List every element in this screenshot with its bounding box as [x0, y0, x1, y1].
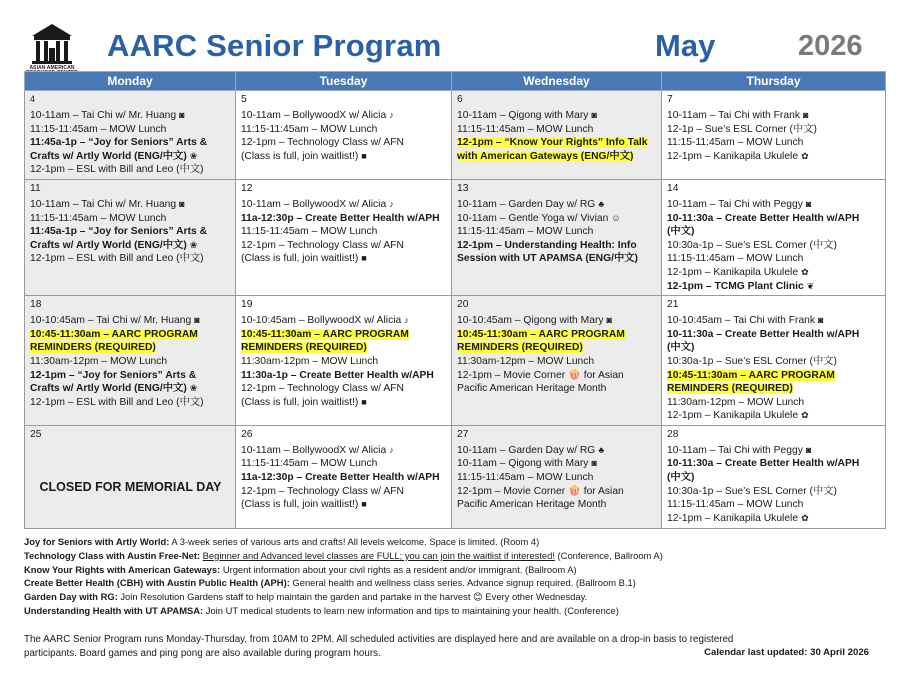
dance-icon: ♪: [389, 444, 394, 455]
craft-icon: ❀: [189, 383, 198, 394]
event-line: [457, 382, 657, 396]
event-line: [667, 252, 881, 266]
event-text: 12-1pm – Technology Class w/ AFN: [241, 383, 404, 395]
event-text: 10-11am – Garden Day w/ RG: [457, 198, 596, 210]
event-text: 12-1pm – Technology Class w/ AFN: [241, 485, 404, 497]
event-line: [241, 198, 447, 212]
weekday-monday: Monday: [25, 72, 236, 91]
note-line: [24, 604, 884, 618]
event-line: [667, 396, 881, 410]
event-text: Pacific American Heritage Month: [457, 499, 607, 511]
ukulele-icon: ✿: [801, 150, 809, 161]
event-text: (中文): [667, 342, 695, 354]
event-line: [667, 150, 881, 164]
event-line: [667, 225, 881, 239]
day-cell-13: [452, 179, 662, 295]
tai-chi-icon: ◙: [591, 110, 597, 120]
event-line: [30, 123, 231, 137]
event-line: [667, 109, 881, 123]
event-line: [457, 485, 657, 499]
event-line: [241, 355, 447, 369]
last-updated: Calendar last updated: 30 April 2026: [704, 647, 869, 658]
event-line: [457, 212, 657, 226]
day-cell-26: [236, 425, 452, 528]
event-text: (Class is full, join waitlist!): [241, 396, 359, 408]
tai-chi-icon: ◙: [802, 110, 809, 120]
event-text: 12-1pm – Technology Class w/ AFN: [241, 239, 404, 251]
tai-chi-icon: ◙: [805, 444, 812, 455]
tai-chi-icon: ◙: [179, 110, 185, 120]
event-text: 12-1pm – ESL with Bill and Leo (中文): [30, 164, 204, 176]
event-line: [457, 444, 657, 458]
note-line: [24, 549, 884, 563]
event-line: [241, 341, 447, 355]
event-line: [667, 341, 881, 355]
day-number: 26: [241, 428, 253, 440]
event-text: 10-11am – BollywoodX w/ Alicia: [241, 110, 387, 121]
day-cell-25: [25, 425, 236, 528]
day-number: 25: [30, 428, 42, 440]
week-row: [25, 425, 886, 528]
event-line: [30, 252, 231, 266]
event-line: [30, 369, 231, 383]
ukulele-icon: ✿: [801, 410, 809, 421]
event-text: 10-11am – Tai Chi w/ Mr. Huang: [30, 110, 177, 121]
event-text: 11:30a-1p – Create Better Health w/APH: [241, 369, 434, 381]
event-line: [667, 369, 881, 383]
note-text: (Conference, Ballroom A): [554, 549, 663, 561]
event-line: [667, 382, 881, 396]
event-text: 10-11am – BollywoodX w/ Alicia: [241, 444, 387, 456]
ukulele-icon: ✿: [801, 512, 809, 523]
laptop-icon: ■: [361, 396, 367, 407]
event-line: [457, 341, 657, 355]
event-text: 10-10:45am – Tai Chi with Frank: [667, 315, 816, 327]
day-cell-14: [662, 179, 886, 295]
event-text: 10-11am – Tai Chi with Frank: [667, 110, 800, 121]
day-cell-12: [236, 179, 452, 295]
event-text: 11:30am-12pm – MOW Lunch: [30, 355, 168, 367]
event-text: Crafts w/ Artly World (ENG/中文): [30, 383, 187, 395]
event-line: [241, 498, 447, 512]
event-line: [30, 212, 231, 226]
event-text: 10-11:30a – Create Better Health w/APH: [667, 328, 860, 340]
event-text: Crafts w/ Artly World (ENG/中文): [30, 239, 187, 251]
note-label: Create Better Health (CBH) with Austin Public Health (APH):: [24, 577, 290, 589]
tai-chi-icon: ◙: [818, 315, 824, 326]
event-text: 10-10:45am – Tai Chi w/ Mr. Huang: [30, 315, 192, 327]
tai-chi-icon: ◙: [179, 198, 185, 209]
event-line: [457, 355, 657, 369]
event-line: [241, 328, 447, 342]
day-cell-27: [452, 425, 662, 528]
event-text: 10-11am – BollywoodX w/ Alicia: [241, 198, 387, 210]
event-line: [667, 444, 881, 458]
event-line: [241, 225, 447, 239]
event-text: 11:15-11:45am – MOW Lunch: [241, 458, 378, 470]
event-text: 10-10:45am – BollywoodX w/ Alicia: [241, 315, 402, 327]
event-line: [457, 123, 657, 137]
event-line: [457, 498, 657, 512]
day-cell-6: [452, 91, 662, 180]
note-line: [24, 576, 884, 590]
footer-line-2: participants. Board games and ping pong are also available during program hours.: [24, 648, 381, 660]
craft-icon: ❀: [189, 150, 198, 161]
plant-icon: ♣: [598, 198, 605, 209]
event-text: 11:15-11:45am – MOW Lunch: [30, 212, 167, 224]
event-line: [241, 369, 447, 383]
event-line: [457, 109, 657, 123]
event-line: [241, 457, 447, 471]
event-text: 10-11am – Garden Day w/ RG: [457, 444, 596, 456]
event-line: [667, 314, 881, 328]
event-text: Crafts w/ Artly World (ENG/中文): [30, 150, 187, 162]
day-number: 19: [241, 299, 253, 311]
event-line: [667, 409, 881, 423]
day-number: 7: [667, 94, 673, 105]
event-text: 12-1pm – TCMG Plant Clinic: [667, 280, 804, 292]
event-text: 12-1pm – Movie Corner 🍿 for Asian: [457, 485, 624, 497]
weekday-tuesday: Tuesday: [236, 72, 452, 91]
event-text: 11a-12:30p – Create Better Health w/APH: [241, 472, 440, 484]
event-line: [457, 239, 657, 253]
event-line: [241, 123, 447, 137]
event-line: [667, 136, 881, 150]
event-text: 11:30am-12pm – MOW Lunch: [667, 396, 805, 408]
craft-icon: ❀: [189, 239, 198, 250]
event-text: 10-11am – Tai Chi with Peggy: [667, 198, 803, 210]
day-cell-5: [236, 91, 452, 180]
day-cell-11: [25, 179, 236, 295]
event-line: [457, 314, 657, 328]
week-row: [25, 296, 886, 426]
tai-chi-icon: ◙: [591, 458, 597, 469]
note-text: General health and wellness class series. Advance signup required. (Ballroom B.1): [289, 577, 636, 589]
event-text: 10:30a-1p – Sue’s ESL Corner (中文): [667, 239, 837, 251]
event-line: [30, 328, 231, 342]
yoga-icon: ☺: [611, 212, 621, 223]
day-number: 20: [457, 299, 469, 311]
event-text: 11:15-11:45am – MOW Lunch: [457, 123, 594, 135]
event-line: [30, 314, 231, 328]
weekday-header-row: [25, 72, 886, 91]
logo-text: ASIAN AMERICAN: [29, 65, 75, 71]
day-number: 13: [457, 182, 469, 194]
weekday-wednesday: Wednesday: [452, 72, 662, 91]
event-text: 12-1p – Sue’s ESL Corner (中文): [667, 123, 817, 135]
event-text: (中文): [667, 472, 695, 484]
event-text: 12-1pm – ESL with Bill and Leo (中文): [30, 396, 204, 408]
event-text: 12-1pm – Movie Corner 🍿 for Asian: [457, 369, 624, 381]
event-line: [30, 198, 231, 212]
event-line: [457, 471, 657, 485]
dance-icon: ♪: [404, 315, 409, 326]
day-number: 28: [667, 428, 679, 440]
event-line: [241, 382, 447, 396]
calendar-table: [24, 71, 886, 529]
footer-line-1: The AARC Senior Program runs Monday-Thursday, from 10AM to 2PM. All scheduled activities are displayed here and are available on a drop-in basis to registered: [24, 634, 734, 645]
event-line: [30, 341, 231, 355]
weekday-thursday: Thursday: [662, 72, 886, 91]
day-cell-18: [25, 296, 236, 426]
event-text: 12-1pm – Understanding Health: Info: [457, 239, 637, 251]
event-line: [457, 252, 657, 266]
event-text: REMINDERS (REQUIRED): [30, 342, 156, 354]
note-line: [24, 535, 884, 549]
event-text: with American Gateways (ENG/中文): [457, 150, 634, 162]
event-text: 12-1pm – Kanikapila Ukulele: [667, 150, 799, 162]
event-text: 10:45-11:30am – AARC PROGRAM: [457, 328, 625, 340]
event-text: 10:45-11:30am – AARC PROGRAM: [667, 369, 835, 381]
event-text: 11:15-11:45am – MOW Lunch: [457, 226, 594, 238]
month-label: May: [655, 28, 716, 63]
laptop-icon: ■: [361, 150, 367, 161]
event-text: (Class is full, join waitlist!): [241, 499, 359, 511]
event-line: [457, 225, 657, 239]
note-text: A 3-week series of various arts and crafts! All levels welcome. Space is limited. (Room 4): [169, 536, 540, 547]
event-text: (Class is full, join waitlist!): [241, 150, 359, 162]
event-line: [241, 136, 447, 150]
event-text: 10:30a-1p – Sue’s ESL Corner (中文): [667, 355, 837, 367]
event-line: [457, 198, 657, 212]
program-notes: [24, 535, 884, 618]
event-text: REMINDERS (REQUIRED): [667, 383, 793, 395]
note-text: Join UT medical students to learn new information and tips to maintaining your health. (Conference): [203, 604, 619, 616]
dance-icon: ♪: [389, 198, 394, 209]
week-row: [25, 179, 886, 295]
event-line: [241, 212, 447, 226]
event-text: 11:45a-1p – “Joy for Seniors” Arts &: [30, 226, 208, 238]
event-text: 10-10:45am – Qigong with Mary: [457, 315, 604, 327]
note-label: Technology Class with Austin Free-Net:: [24, 549, 201, 561]
event-line: [241, 252, 447, 266]
note-text: Join Resolution Gardens staff to help maintain the garden and partake in the harvest 😊 Every other Wednesday.: [117, 591, 588, 603]
tai-chi-icon: ◙: [194, 315, 200, 326]
laptop-icon: ■: [361, 499, 367, 510]
event-text: 10-11am – Tai Chi with Peggy: [667, 444, 803, 456]
event-line: [667, 485, 881, 499]
event-text: 11a-12:30p – Create Better Health w/APH: [241, 212, 440, 224]
event-line: [241, 444, 447, 458]
event-text: (Class is full, join waitlist!): [241, 253, 359, 265]
event-line: [667, 355, 881, 369]
event-line: [667, 266, 881, 280]
event-line: [30, 355, 231, 369]
note-label: Garden Day with RG:: [24, 591, 118, 603]
closed-notice: CLOSED FOR MEMORIAL DAY: [39, 479, 222, 494]
event-text: 12-1pm – “Know Your Rights” Info Talk: [457, 137, 648, 149]
event-text: 11:15-11:45am – MOW Lunch: [457, 472, 594, 484]
event-line: [241, 485, 447, 499]
event-line: [667, 457, 881, 471]
day-number: 27: [457, 428, 469, 440]
event-line: [667, 212, 881, 226]
day-number: 12: [241, 182, 253, 194]
event-text: 12-1pm – Kanikapila Ukulele: [667, 512, 799, 524]
event-line: [30, 163, 231, 177]
event-text: 11:15-11:45am – MOW Lunch: [667, 137, 804, 149]
day-cell-7: [662, 91, 886, 180]
day-cell-28: [662, 425, 886, 528]
event-text: Session with UT APAMSA (ENG/中文): [457, 253, 638, 265]
event-line: [667, 498, 881, 512]
event-line: [667, 198, 881, 212]
day-cell-21: [662, 296, 886, 426]
event-text: 10:30a-1p – Sue’s ESL Corner (中文): [667, 485, 837, 497]
page-title: AARC Senior Program: [107, 28, 442, 63]
event-line: [30, 239, 231, 253]
day-number: 5: [241, 94, 247, 105]
event-line: [30, 150, 231, 164]
event-text: 10-11am – Qigong with Mary: [457, 458, 589, 470]
event-text: 10:45-11:30am – AARC PROGRAM: [241, 328, 409, 340]
leaf-icon: ❦: [806, 280, 815, 291]
event-line: [241, 150, 447, 164]
event-line: [241, 396, 447, 410]
event-line: [457, 328, 657, 342]
event-line: [667, 239, 881, 253]
event-text: 11:15-11:45am – MOW Lunch: [667, 499, 804, 511]
note-text: Urgent information about your civil rights as a resident and/or immigrant. (Ballroom A): [220, 563, 577, 575]
event-text: 11:15-11:45am – MOW Lunch: [667, 253, 804, 265]
event-line: [457, 457, 657, 471]
ukulele-icon: ✿: [801, 266, 809, 277]
note-label: Understanding Health with UT APAMSA:: [24, 604, 204, 616]
event-line: [30, 382, 231, 396]
event-line: [667, 471, 881, 485]
event-line: [457, 136, 657, 150]
event-text: 10-11am – Qigong with Mary: [457, 110, 589, 121]
event-text: 11:30am-12pm – MOW Lunch: [241, 355, 379, 367]
event-text: REMINDERS (REQUIRED): [241, 342, 367, 354]
event-line: [667, 280, 881, 294]
day-cell-20: [452, 296, 662, 426]
event-text: 10-11am – Gentle Yoga w/ Vivian: [457, 212, 609, 224]
note-underline: Beginner and Advanced level classes are FULL; you can join the waitlist if interested!: [202, 549, 555, 561]
event-text: REMINDERS (REQUIRED): [457, 342, 583, 354]
event-text: 10-11:30a – Create Better Health w/APH: [667, 212, 860, 224]
day-cell-19: [236, 296, 452, 426]
tai-chi-icon: ◙: [606, 315, 612, 326]
event-line: [241, 314, 447, 328]
event-line: [457, 369, 657, 383]
year-label: 2026: [798, 30, 863, 62]
event-line: [30, 136, 231, 150]
note-line: [24, 563, 884, 577]
event-line: [667, 512, 881, 526]
event-line: [30, 109, 231, 123]
day-number: 6: [457, 94, 463, 105]
event-line: [457, 150, 657, 164]
event-text: 11:15-11:45am – MOW Lunch: [241, 226, 378, 238]
event-line: [30, 396, 231, 410]
event-line: [241, 239, 447, 253]
note-label: Joy for Seniors with Artly World:: [24, 536, 170, 547]
event-line: [667, 123, 881, 137]
event-text: 11:15-11:45am – MOW Lunch: [241, 123, 378, 135]
day-number: 18: [30, 299, 42, 311]
note-line: [24, 590, 884, 604]
dance-icon: ♪: [389, 110, 394, 120]
event-text: 12-1pm – Kanikapila Ukulele: [667, 410, 799, 422]
tai-chi-icon: ◙: [805, 198, 812, 209]
event-text: 12-1pm – “Joy for Seniors” Arts &: [30, 369, 197, 381]
event-line: [667, 328, 881, 342]
day-cell-4: [25, 91, 236, 180]
day-number: 14: [667, 182, 679, 194]
event-text: 12-1pm – ESL with Bill and Leo (中文): [30, 253, 204, 265]
day-number: 11: [30, 182, 41, 194]
event-text: 11:45a-1p – “Joy for Seniors” Arts &: [30, 137, 208, 149]
laptop-icon: ■: [361, 253, 367, 264]
event-text: 11:30am-12pm – MOW Lunch: [457, 355, 595, 367]
event-text: Pacific American Heritage Month: [457, 383, 607, 395]
week-row: [25, 91, 886, 180]
event-text: (中文): [667, 226, 695, 238]
event-text: 11:15-11:45am – MOW Lunch: [30, 123, 167, 135]
event-text: 12-1pm – Kanikapila Ukulele: [667, 266, 799, 278]
event-text: 10:45-11:30am – AARC PROGRAM: [30, 328, 198, 340]
event-text: 10-11:30a – Create Better Health w/APH: [667, 458, 860, 470]
event-line: [241, 109, 447, 123]
day-number: 4: [30, 94, 36, 104]
event-line: [30, 225, 231, 239]
note-label: Know Your Rights with American Gateways:: [24, 563, 221, 575]
plant-icon: ♣: [598, 444, 605, 455]
event-line: [241, 471, 447, 485]
event-text: 12-1pm – Technology Class w/ AFN: [241, 137, 404, 149]
day-number: 21: [667, 299, 679, 311]
event-text: 10-11am – Tai Chi w/ Mr. Huang: [30, 198, 177, 210]
